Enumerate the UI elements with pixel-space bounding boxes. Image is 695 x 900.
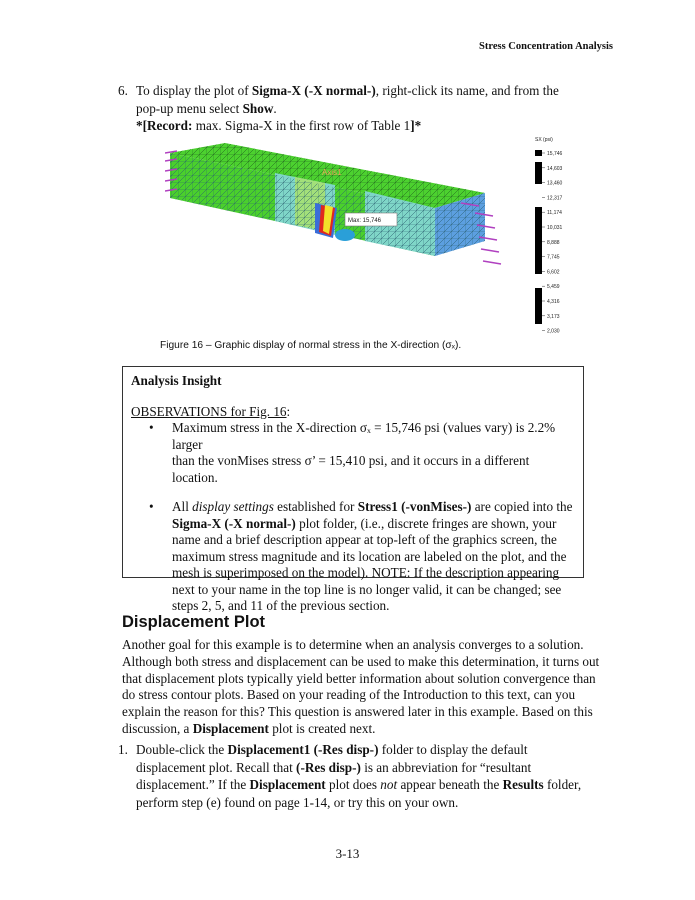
section-title: Displacement Plot (122, 613, 266, 631)
page-number: 3-13 (335, 846, 360, 861)
legend-value: 2,030 (547, 328, 560, 335)
stress-plot-figure (165, 133, 605, 338)
legend-title: SX (psi) (535, 137, 553, 143)
legend-value: 14,603 (547, 165, 563, 172)
bullet-2: • All display settings established for Stress1 (-vonMises-) are copied into the Sigma-X (-X normal-) plot folder, (i.e., discrete fringes are shown, your name and a brief description appear at top-left of the graphics screen, the maximum stress magnitude and its location are labeled on the plot, and the mesh is superimposed on the model). NOTE: If the description appearing next to your name in the top line is no longer valid, it can be changed; see steps 2, 5, and 11 of the previous section. (149, 499, 573, 613)
record-instruction: *[Record: max. Sigma-X in the first row of Table 1]* (136, 118, 422, 133)
bar-model (165, 143, 501, 264)
step-1: 1. Double-click the Displacement1 (-Res disp-) folder to display the default displacement plot. Recall that (-Res disp-) is an abbreviation for “resultant displacement.” If the Displacement plot does not appear beneath the Results folder, perform step (e) found on page 1-14, or try this on your own. (118, 742, 582, 810)
axis-label: Axis1 (322, 168, 342, 177)
running-header: Stress Concentration Analysis (479, 41, 613, 52)
legend-value: 8,888 (547, 239, 560, 246)
analysis-insight-box (122, 366, 584, 613)
figure-caption: Figure 16 – Graphic display of normal stress in the X-direction (σₓ). (160, 340, 462, 351)
step-number: 1. (118, 742, 128, 757)
legend-value: 15,746 (547, 151, 563, 157)
max-stress-label: Max: 15,746 (348, 218, 382, 224)
legend-value: 6,602 (547, 269, 560, 276)
legend-value: 7,745 (547, 254, 560, 261)
legend-value: 13,460 (547, 180, 563, 187)
observations-heading: OBSERVATIONS for Fig. 16: (131, 403, 291, 419)
body-paragraph: Another goal for this example is to determine when an analysis converges to a solution. Although both stress and displacement can be used to make this determination, it turns out that displacement plots typically yield better information about solution convergence than do stress contour plots. Based on your reading of the Introduction to this text, can you explain the reason for this? This question is answered later in this example. Based on this discussion, a Displacement plot is created next. (122, 637, 600, 736)
bullet-1: • Maximum stress in the X-direction σₓ = 15,746 psi (values vary) is 2.2% larger than the vonMises stress σ’ = 15,410 psi, and it occurs in a different location. (149, 420, 556, 485)
legend-value: 12,317 (547, 195, 563, 202)
legend-value: 3,173 (547, 313, 560, 320)
step-number: 6. (118, 83, 128, 98)
legend-value: 4,316 (547, 299, 560, 305)
insight-title: Analysis Insight (131, 373, 222, 388)
legend-value: 10,031 (547, 225, 563, 231)
legend-value: 5,459 (547, 284, 560, 291)
legend-value: 11,174 (547, 210, 562, 217)
step-6 (118, 82, 616, 135)
step-6-line-1: To display the plot of Sigma-X (-X normal-), right-click its name, and from the (136, 83, 559, 98)
step-6-line-2: pop-up menu select Show. (136, 100, 277, 116)
fringe-legend (535, 137, 563, 335)
